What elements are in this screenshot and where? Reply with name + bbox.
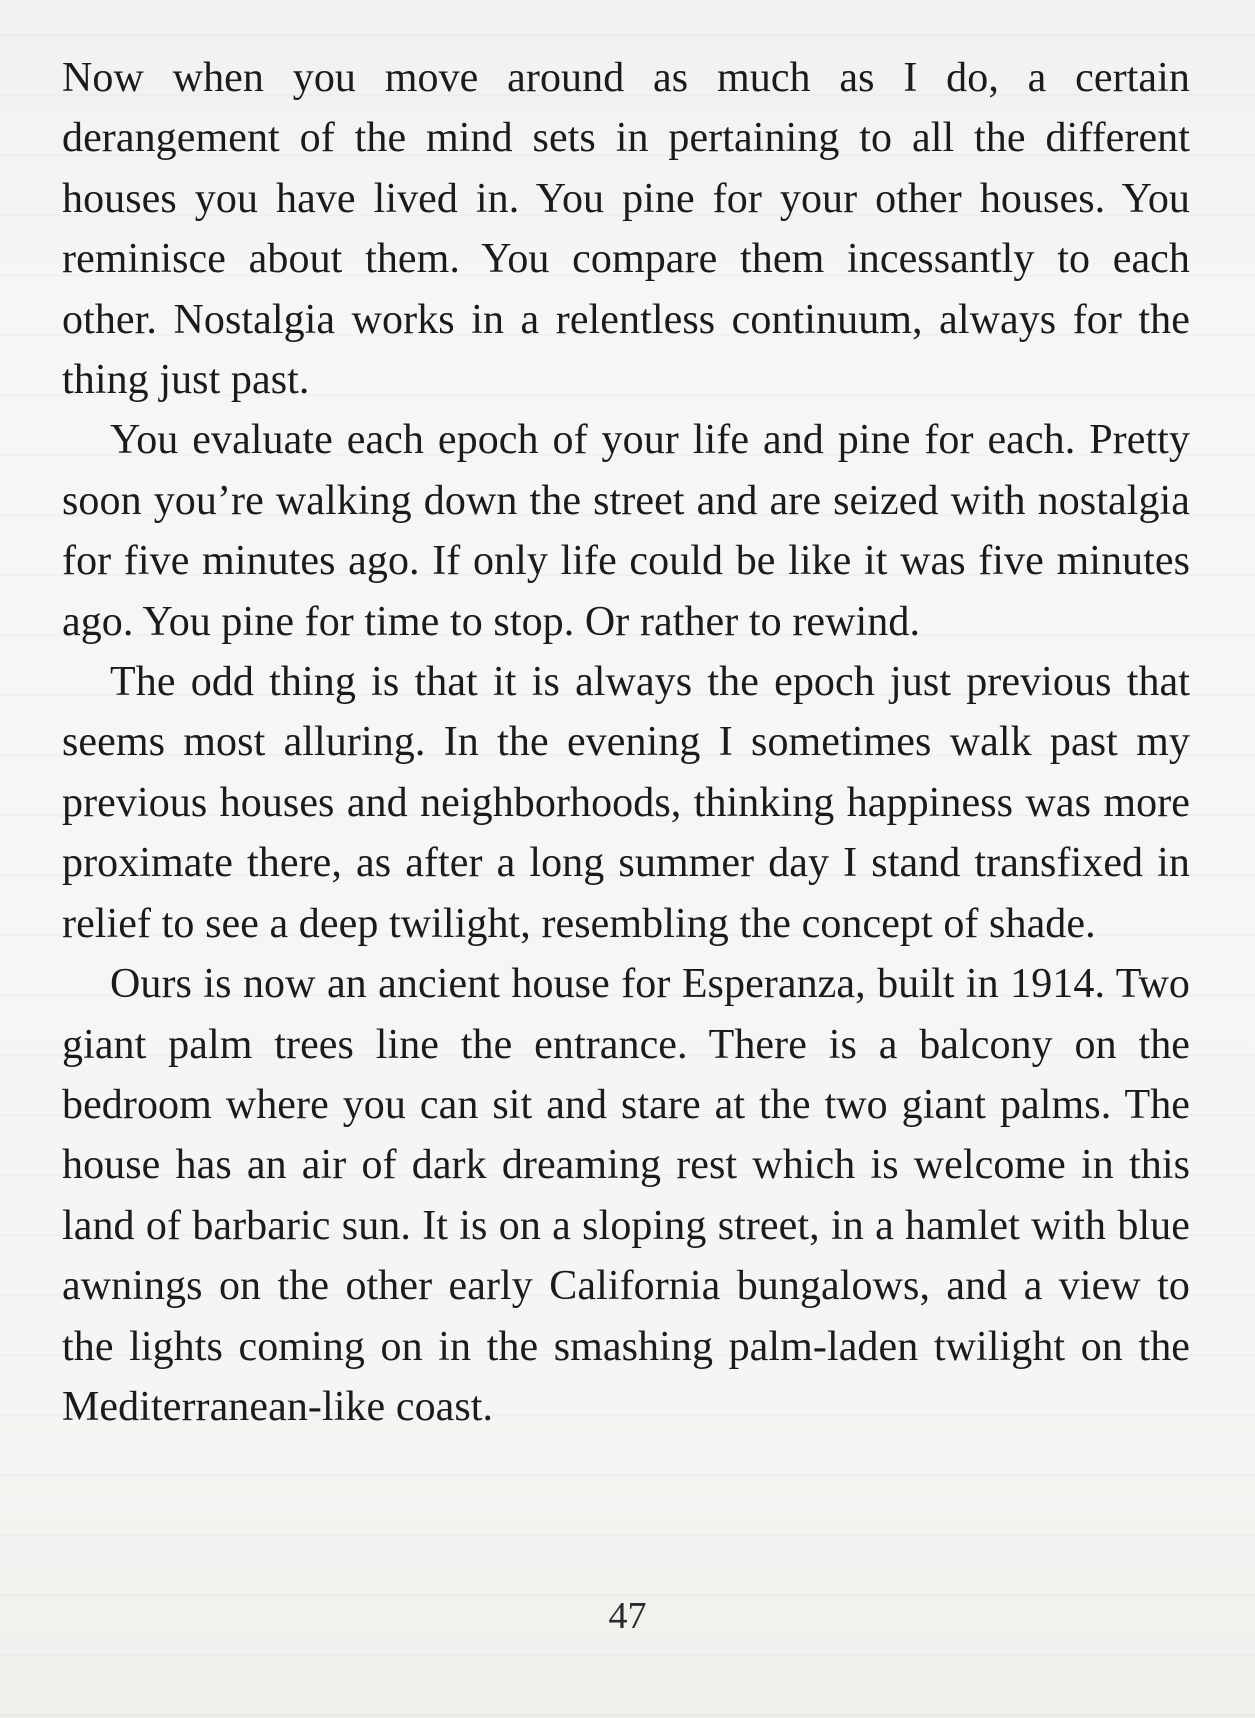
paragraph-2: You evaluate each epoch of your life and pine for each. Pretty soon you’re walking down the street and are seized with nostalgia for five minutes ago. If only life could be like it was five minutes ago. You pine for time to stop. Or rather to rewind.: [62, 417, 1190, 645]
paragraph-4: Ours is now an ancient house for Esperanza, built in 1914. Two giant palm trees line the entrance. There is a balcony on the bedroom where you can sit and stare at the two giant palms. The house has an air of dark dreaming rest which is welcome in this land of barbaric sun. It is on a sloping street, in a hamlet with blue awnings on the other early California bungalows, and a view to the lights coming on in the smashing palm-laden twilight on the Mediterranean-like coast.: [62, 961, 1190, 1430]
paragraph-1: Now when you move around as much as I do, a certain derangement of the mind sets in pertaining to all the different houses you have lived in. You pine for your other houses. You reminisce about them. You compare them incessantly to each other. Nostalgia works in a relentless continuum, always for the thing just past.: [62, 55, 1190, 404]
page-number: 47: [608, 1595, 647, 1637]
body-text: [62, 48, 1190, 1437]
paragraph-3: The odd thing is that it is always the epoch just previous that seems most alluring. In the evening I sometimes walk past my previous houses and neighborhoods, thinking happiness was more proximate there, as after a long summer day I stand transfixed in relief to see a deep twilight, resembling the concept of shade.: [62, 659, 1190, 947]
